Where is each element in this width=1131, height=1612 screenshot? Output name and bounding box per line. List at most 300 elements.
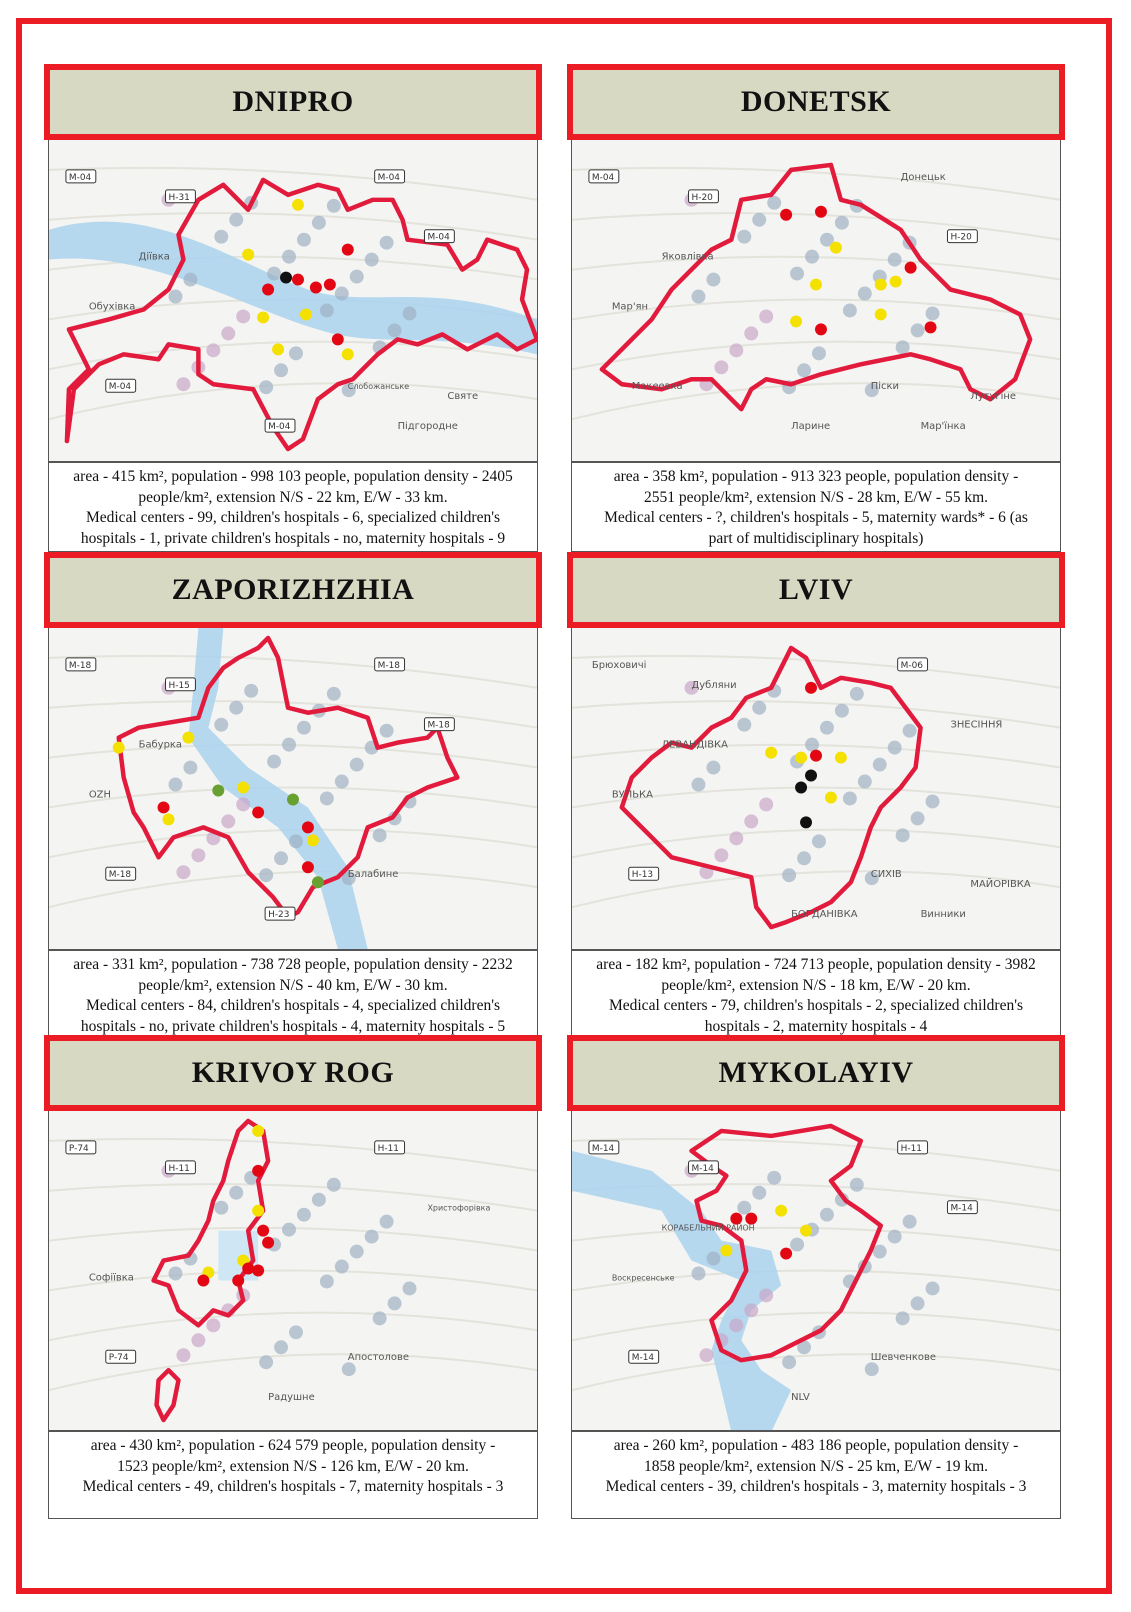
map-clinic-marker (706, 1252, 720, 1266)
caption-line: Medical centers - 39, children's hospitals - 3, maternity hospitals - 3 (605, 1478, 1027, 1495)
map-clinic-marker (169, 1267, 183, 1281)
caption-line: area - 331 km², population - 738 728 people, population density - 2232 (73, 956, 513, 973)
road-sign-label: M-14 (591, 1143, 615, 1154)
road-sign-label: M-18 (68, 660, 92, 671)
city-title-bar (44, 552, 542, 628)
map-clinic-marker (692, 290, 706, 304)
map-hospital-marker (815, 206, 827, 218)
caption-line: Medical centers - ?, children's hospitals - 5, maternity wards* - 6 (as (604, 509, 1028, 526)
map-clinic-marker (714, 360, 728, 374)
map-clinic-marker (342, 1362, 356, 1376)
map-clinic-marker (744, 326, 758, 340)
place-label: Радушне (268, 1392, 315, 1404)
map-clinic-marker (714, 848, 728, 862)
place-label: ЗНЕСІННЯ (950, 719, 1003, 731)
map-clinic-marker (767, 1171, 781, 1185)
map-clinic-marker (176, 377, 190, 391)
map-clinic-marker (729, 831, 743, 845)
map-clinic-marker (282, 1223, 296, 1237)
place-label: Донецьк (900, 171, 946, 183)
map-hospital-marker (287, 793, 299, 805)
city-title: DNIPRO (232, 85, 354, 118)
caption-line: hospitals - 1, private children's hospitals - no, maternity hospitals - 9 (80, 529, 506, 547)
map-clinic-marker (744, 1303, 758, 1317)
road-sign-label: M-14 (691, 1163, 714, 1174)
place-label: Мар'ян (611, 301, 649, 313)
map-clinic-marker (737, 230, 751, 244)
map-clinic-marker (380, 236, 394, 250)
map-hospital-marker (242, 249, 254, 261)
map-clinic-marker (365, 253, 379, 267)
map-hospital-marker (197, 1274, 209, 1286)
map-hospital-marker (905, 262, 917, 274)
map-hospital-marker (300, 308, 312, 320)
city-caption (48, 462, 538, 552)
place-label: Винники (920, 909, 966, 921)
map-clinic-marker (274, 851, 288, 865)
place-label: Балабине (347, 869, 399, 881)
city-title-bar (567, 1035, 1065, 1111)
map-hospital-marker (890, 276, 902, 288)
map-clinic-marker (873, 1245, 887, 1259)
map-clinic-marker (259, 380, 273, 394)
map-clinic-marker (403, 1281, 417, 1295)
map-clinic-marker (911, 1296, 925, 1310)
road-sign-label: H-11 (900, 1143, 923, 1154)
map-svg (572, 1111, 1060, 1430)
road-sign-label: M-18 (427, 720, 450, 731)
road-sign-label: P-74 (108, 1353, 129, 1364)
map-clinic-marker (183, 761, 197, 775)
map-clinic-marker (403, 306, 417, 320)
map-clinic-marker (888, 253, 902, 267)
place-label: Христофорівка (427, 1203, 491, 1213)
map-hospital-marker (302, 861, 314, 873)
place-label: Яковлівка (661, 251, 714, 263)
map-clinic-marker (692, 778, 706, 792)
map-clinic-marker (926, 1281, 940, 1295)
city-title-bar (567, 64, 1065, 140)
map-hospital-marker (875, 279, 887, 291)
map-hospital-marker (825, 791, 837, 803)
map-clinic-marker (896, 828, 910, 842)
caption-line: area - 260 km², population - 483 186 people, population density - (613, 1437, 1019, 1454)
road-sign-label: M-14 (631, 1353, 655, 1364)
map-clinic-marker (327, 1178, 341, 1192)
map-clinic-marker (812, 834, 826, 848)
place-label: БОГДАНІВКА (791, 909, 858, 921)
city-title: LVIV (778, 573, 854, 606)
map-clinic-marker (206, 343, 220, 357)
road-sign-label: M-18 (377, 660, 401, 671)
city-title: DONETSK (740, 85, 892, 118)
place-label: Дубляни (691, 679, 737, 691)
map-clinic-marker (903, 724, 917, 738)
city-map (48, 1111, 538, 1431)
map-clinic-marker (911, 811, 925, 825)
map-clinic-marker (835, 216, 849, 230)
caption-line: Medical centers - 49, children's hospitals - 7, maternity hospitals - 3 (82, 1478, 504, 1495)
map-hospital-marker (765, 747, 777, 759)
map-clinic-marker (911, 323, 925, 337)
map-clinic-marker (820, 721, 834, 735)
city-panel-mykolayiv (567, 1035, 1065, 1519)
caption-line: area - 415 km², population - 998 103 people, population density - 2405 (73, 468, 513, 485)
map-clinic-marker (843, 303, 857, 317)
map-clinic-marker (274, 363, 288, 377)
map-clinic-marker (335, 1260, 349, 1274)
road-sign-label: M-04 (377, 172, 401, 183)
place-label: Обухівка (88, 301, 136, 313)
map-hospital-marker (158, 801, 170, 813)
map-hospital-marker (292, 199, 304, 211)
place-label: Брюховичі (591, 659, 647, 671)
map-clinic-marker (373, 828, 387, 842)
map-clinic-marker (812, 346, 826, 360)
map-clinic-marker (380, 1215, 394, 1229)
map-clinic-marker (706, 761, 720, 775)
map-clinic-marker (752, 701, 766, 715)
map-hospital-marker (795, 752, 807, 764)
map-clinic-marker (289, 1325, 303, 1339)
map-hospital-marker (810, 750, 822, 762)
road-sign-label: M-04 (268, 422, 291, 433)
map-clinic-marker (797, 363, 811, 377)
map-hospital-marker (780, 209, 792, 221)
map-clinic-marker (267, 755, 281, 769)
map-clinic-marker (759, 797, 773, 811)
map-hospital-marker (795, 782, 807, 794)
map-clinic-marker (176, 1348, 190, 1362)
map-clinic-marker (888, 741, 902, 755)
map-hospital-marker (800, 816, 812, 828)
caption-line: part of multidisciplinary hospitals) (708, 529, 924, 547)
map-clinic-marker (236, 797, 250, 811)
road-sign-label: M-04 (68, 172, 92, 183)
place-label: Ларине (791, 421, 831, 433)
map-clinic-marker (759, 1288, 773, 1302)
road-sign-label: H-31 (168, 192, 190, 203)
map-clinic-marker (729, 1318, 743, 1332)
map-hospital-marker (780, 1248, 792, 1260)
city-title: KRIVOY ROG (191, 1056, 395, 1089)
map-clinic-marker (289, 346, 303, 360)
caption-line: people/km², extension N/S - 40 km, E/W - 30 km. (138, 976, 448, 994)
road-sign-label: M-18 (108, 870, 132, 881)
map-clinic-marker (903, 1215, 917, 1229)
map-hospital-marker (830, 242, 842, 254)
city-map (48, 628, 538, 950)
map-clinic-marker (873, 758, 887, 772)
road-sign-label: H-23 (268, 910, 290, 921)
place-label: СИХІВ (870, 869, 902, 881)
place-label: Підгородне (397, 421, 458, 433)
caption-line: 1523 people/km², extension N/S - 126 km, E/W - 20 km. (117, 1457, 469, 1475)
map-clinic-marker (850, 687, 864, 701)
place-label: КОРАБЕЛЬНИЙ РАЙОН (661, 1223, 755, 1233)
city-title-bar (44, 1035, 542, 1111)
map-hospital-marker (312, 876, 324, 888)
road-sign-label: M-04 (591, 172, 615, 183)
map-hospital-marker (302, 821, 314, 833)
map-clinic-marker (737, 1201, 751, 1215)
map-clinic-marker (388, 1296, 402, 1310)
place-label: Софіївка (88, 1272, 134, 1284)
city-title: MYKOLAYIV (718, 1056, 914, 1089)
map-clinic-marker (297, 1208, 311, 1222)
place-label: NLV (791, 1392, 810, 1404)
map-hospital-marker (262, 1237, 274, 1249)
map-hospital-marker (262, 284, 274, 296)
city-panel-krivoy-rog (44, 1035, 542, 1519)
place-label: Макеевка (631, 381, 683, 393)
map-clinic-marker (752, 1186, 766, 1200)
map-hospital-marker (835, 752, 847, 764)
map-clinic-marker (244, 684, 258, 698)
city-title-bar (567, 552, 1065, 628)
map-clinic-marker (229, 1186, 243, 1200)
map-hospital-marker (805, 682, 817, 694)
map-hospital-marker (163, 813, 175, 825)
map-hospital-marker (310, 282, 322, 294)
map-clinic-marker (896, 1311, 910, 1325)
road-sign-label: H-20 (691, 192, 713, 203)
road-sign-label: M-04 (427, 232, 450, 243)
map-clinic-marker (790, 267, 804, 281)
map-svg (49, 140, 537, 461)
map-clinic-marker (320, 791, 334, 805)
map-clinic-marker (221, 326, 235, 340)
map-clinic-marker (835, 704, 849, 718)
map-hospital-marker (232, 1274, 244, 1286)
map-clinic-marker (843, 791, 857, 805)
map-hospital-marker (242, 1263, 254, 1275)
map-clinic-marker (706, 273, 720, 287)
map-hospital-marker (280, 272, 292, 284)
place-label: Апостолове (347, 1352, 409, 1364)
map-hospital-marker (212, 785, 224, 797)
map-hospital-marker (252, 1265, 264, 1277)
map-clinic-marker (214, 230, 228, 244)
road-sign-label: M-06 (900, 660, 924, 671)
map-svg (572, 140, 1060, 461)
map-clinic-marker (926, 306, 940, 320)
map-hospital-marker (237, 782, 249, 794)
map-clinic-marker (169, 290, 183, 304)
map-hospital-marker (790, 315, 802, 327)
map-hospital-marker (810, 279, 822, 291)
map-clinic-marker (858, 775, 872, 789)
map-clinic-marker (896, 340, 910, 354)
map-hospital-marker (925, 321, 937, 333)
map-clinic-marker (759, 309, 773, 323)
place-label: ВУЛЬКА (611, 789, 653, 801)
city-panel-zaporizhzhia (44, 552, 542, 1040)
road-sign-label: P-74 (68, 1143, 89, 1154)
map-clinic-marker (297, 233, 311, 247)
map-clinic-marker (805, 250, 819, 264)
map-clinic-marker (729, 343, 743, 357)
map-clinic-marker (206, 1318, 220, 1332)
map-hospital-marker (182, 732, 194, 744)
place-label: Шевченкове (870, 1352, 936, 1364)
map-clinic-marker (297, 721, 311, 735)
map-clinic-marker (229, 701, 243, 715)
map-hospital-marker (720, 1245, 732, 1257)
map-clinic-marker (169, 778, 183, 792)
place-label: ЛЕВАНДІВКА (661, 739, 728, 751)
map-hospital-marker (257, 1225, 269, 1237)
map-clinic-marker (752, 213, 766, 227)
map-clinic-marker (214, 718, 228, 732)
map-clinic-marker (335, 287, 349, 301)
caption-line: hospitals - no, private children's hospitals - 4, maternity hospitals - 5 (80, 1017, 506, 1035)
map-hospital-marker (272, 343, 284, 355)
road-sign-label: H-11 (377, 1143, 400, 1154)
caption-line: area - 358 km², population - 913 323 people, population density - (613, 468, 1019, 485)
city-map (571, 140, 1061, 462)
map-clinic-marker (782, 868, 796, 882)
map-clinic-marker (767, 196, 781, 210)
caption-line: hospitals - 2, maternity hospitals - 4 (704, 1017, 928, 1035)
caption-line: area - 182 km², population - 724 713 people, population density - 3982 (596, 956, 1036, 973)
map-hospital-marker (307, 834, 319, 846)
map-hospital-marker (332, 333, 344, 345)
map-svg (572, 628, 1060, 949)
map-hospital-marker (815, 323, 827, 335)
place-label: Воскресенське (611, 1273, 675, 1283)
map-clinic-marker (335, 775, 349, 789)
city-panel-lviv (567, 552, 1065, 1040)
city-title: ZAPORIZHZHIA (171, 573, 415, 606)
map-clinic-marker (214, 1201, 228, 1215)
map-clinic-marker (229, 213, 243, 227)
map-clinic-marker (274, 1340, 288, 1354)
map-hospital-marker (875, 308, 887, 320)
map-clinic-marker (380, 724, 394, 738)
place-label: Піски (870, 381, 899, 393)
city-panel-donetsk (567, 64, 1065, 552)
map-clinic-marker (282, 738, 296, 752)
map-clinic-marker (327, 199, 341, 213)
map-clinic-marker (805, 738, 819, 752)
road-sign-label: H-13 (631, 870, 654, 881)
map-clinic-marker (350, 1245, 364, 1259)
map-clinic-marker (858, 287, 872, 301)
place-label: Святе (447, 391, 479, 403)
caption-line: people/km², extension N/S - 18 km, E/W - 20 km. (661, 976, 971, 994)
map-clinic-marker (289, 834, 303, 848)
map-hospital-marker (805, 770, 817, 782)
map-clinic-marker (865, 1362, 879, 1376)
map-hospital-marker (324, 279, 336, 291)
caption-line: Medical centers - 79, children's hospitals - 2, specialized children's (608, 997, 1024, 1014)
city-caption (571, 950, 1061, 1040)
caption-line: people/km², extension N/S - 22 km, E/W - 33 km. (138, 488, 448, 506)
map-clinic-marker (820, 1208, 834, 1222)
map-clinic-marker (790, 1238, 804, 1252)
map-clinic-marker (267, 267, 281, 281)
map-clinic-marker (259, 868, 273, 882)
road-sign-label: H-11 (168, 1163, 190, 1174)
city-map (48, 140, 538, 462)
map-hospital-marker (252, 1205, 264, 1217)
map-clinic-marker (373, 1311, 387, 1325)
map-clinic-marker (176, 865, 190, 879)
map-clinic-marker (191, 848, 205, 862)
caption-line: area - 430 km², population - 624 579 people, population density - (90, 1437, 496, 1454)
map-clinic-marker (744, 814, 758, 828)
map-clinic-marker (191, 1333, 205, 1347)
road-sign-label: M-14 (950, 1203, 973, 1214)
map-svg (49, 628, 537, 949)
city-caption (48, 1431, 538, 1519)
map-clinic-marker (797, 851, 811, 865)
map-hospital-marker (252, 806, 264, 818)
map-clinic-marker (183, 273, 197, 287)
road-sign-label: M-04 (108, 382, 132, 393)
city-caption (571, 462, 1061, 552)
road-sign-label: H-20 (950, 232, 972, 243)
map-clinic-marker (320, 303, 334, 317)
place-label: МАЙОРІВКА (970, 879, 1031, 891)
map-hospital-marker (775, 1205, 787, 1217)
caption-line: 1858 people/km², extension N/S - 25 km, E/W - 19 km. (643, 1457, 989, 1475)
map-hospital-marker (292, 274, 304, 286)
map-hospital-marker (113, 742, 125, 754)
map-hospital-marker (342, 348, 354, 360)
map-clinic-marker (221, 814, 235, 828)
map-clinic-marker (388, 323, 402, 337)
place-label: Мар'їнка (920, 421, 966, 433)
place-label: OZH (88, 789, 111, 801)
map-clinic-marker (236, 309, 250, 323)
map-clinic-marker (737, 718, 751, 732)
map-clinic-marker (699, 1348, 713, 1362)
map-clinic-marker (282, 250, 296, 264)
map-clinic-marker (259, 1355, 273, 1369)
map-clinic-marker (312, 216, 326, 230)
map-clinic-marker (692, 1267, 706, 1281)
map-hospital-marker (342, 244, 354, 256)
city-panel-dnipro (44, 64, 542, 552)
place-label: Лутугіне (970, 391, 1017, 403)
city-map (571, 1111, 1061, 1431)
map-svg (49, 1111, 537, 1430)
map-clinic-marker (888, 1230, 902, 1244)
map-clinic-marker (850, 1178, 864, 1192)
caption-line: Medical centers - 84, children's hospitals - 4, specialized children's (85, 997, 501, 1014)
map-hospital-marker (800, 1225, 812, 1237)
map-hospital-marker (252, 1125, 264, 1137)
map-clinic-marker (350, 758, 364, 772)
map-hospital-marker (257, 311, 269, 323)
map-clinic-marker (312, 1193, 326, 1207)
map-clinic-marker (782, 1355, 796, 1369)
city-caption (571, 1431, 1061, 1519)
map-hospital-marker (252, 1165, 264, 1177)
map-clinic-marker (926, 794, 940, 808)
city-caption (48, 950, 538, 1040)
place-label: Слобожанське (347, 382, 410, 392)
map-clinic-marker (320, 1274, 334, 1288)
map-clinic-marker (350, 270, 364, 284)
city-map (571, 628, 1061, 950)
map-clinic-marker (327, 687, 341, 701)
caption-line: 2551 people/km², extension N/S - 28 km, E/W - 55 km. (643, 488, 989, 506)
city-title-bar (44, 64, 542, 140)
road-sign-label: H-15 (168, 680, 190, 691)
